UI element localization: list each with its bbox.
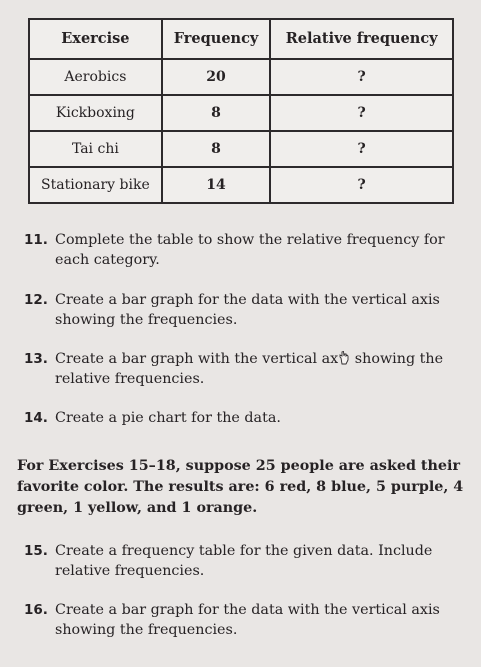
table-row [29, 95, 453, 131]
exercise-15 [24, 541, 464, 581]
exercise-frequency-table [28, 18, 454, 204]
table-row [29, 167, 453, 203]
exercise-number: 12. [24, 292, 48, 308]
hand-cursor-icon [338, 351, 350, 365]
table-row [29, 59, 453, 95]
cell-exercise: Tai chi [29, 131, 162, 167]
cell-exercise: Aerobics [29, 59, 162, 95]
exercise-text: Create a bar graph for the data with the vertical axis showing the frequencies. [55, 292, 440, 328]
exercises-15-18-intro: For Exercises 15–18, suppose 25 people are asked their favorite color. The results are: 6 red, 8 blue, 5 purple, 4 green, 1 yellow, and 1 orange. [17, 458, 464, 516]
exercise-text-before: Create a bar graph with the vertical ax [55, 351, 339, 367]
exercise-number: 16. [24, 602, 48, 618]
cell-frequency: 14 [162, 167, 270, 203]
exercise-16 [24, 600, 464, 640]
exercise-13 [24, 349, 464, 389]
cell-frequency: 8 [162, 95, 270, 131]
header-frequency: Frequency [162, 19, 270, 59]
header-exercise: Exercise [29, 19, 162, 59]
exercise-text: Complete the table to show the relative frequency for each category. [55, 232, 445, 268]
exercise-number: 11. [24, 232, 48, 248]
cell-exercise: Kickboxing [29, 95, 162, 131]
exercise-12 [24, 290, 464, 330]
exercise-number: 15. [24, 543, 48, 559]
exercise-text: Create a pie chart for the data. [55, 410, 281, 426]
exercise-14 [24, 408, 464, 428]
exercise-11 [24, 230, 464, 270]
table-row [29, 131, 453, 167]
exercise-text-after: showing the relative frequencies. [55, 351, 444, 387]
cell-relative-frequency: ? [270, 131, 453, 167]
cell-frequency: 8 [162, 131, 270, 167]
cell-frequency: 20 [162, 59, 270, 95]
exercise-text [55, 349, 464, 389]
cell-exercise: Stationary bike [29, 167, 162, 203]
exercise-text: Create a frequency table for the given data. Include relative frequencies. [55, 543, 433, 579]
table-header-row [29, 19, 453, 59]
header-relative-frequency: Relative frequency [270, 19, 453, 59]
cell-relative-frequency: ? [270, 59, 453, 95]
exercise-number: 14. [24, 410, 48, 426]
exercise-number: 13. [24, 351, 48, 367]
exercise-text: Create a bar graph for the data with the vertical axis showing the frequencies. [55, 602, 440, 638]
cell-relative-frequency: ? [270, 95, 453, 131]
cell-relative-frequency: ? [270, 167, 453, 203]
